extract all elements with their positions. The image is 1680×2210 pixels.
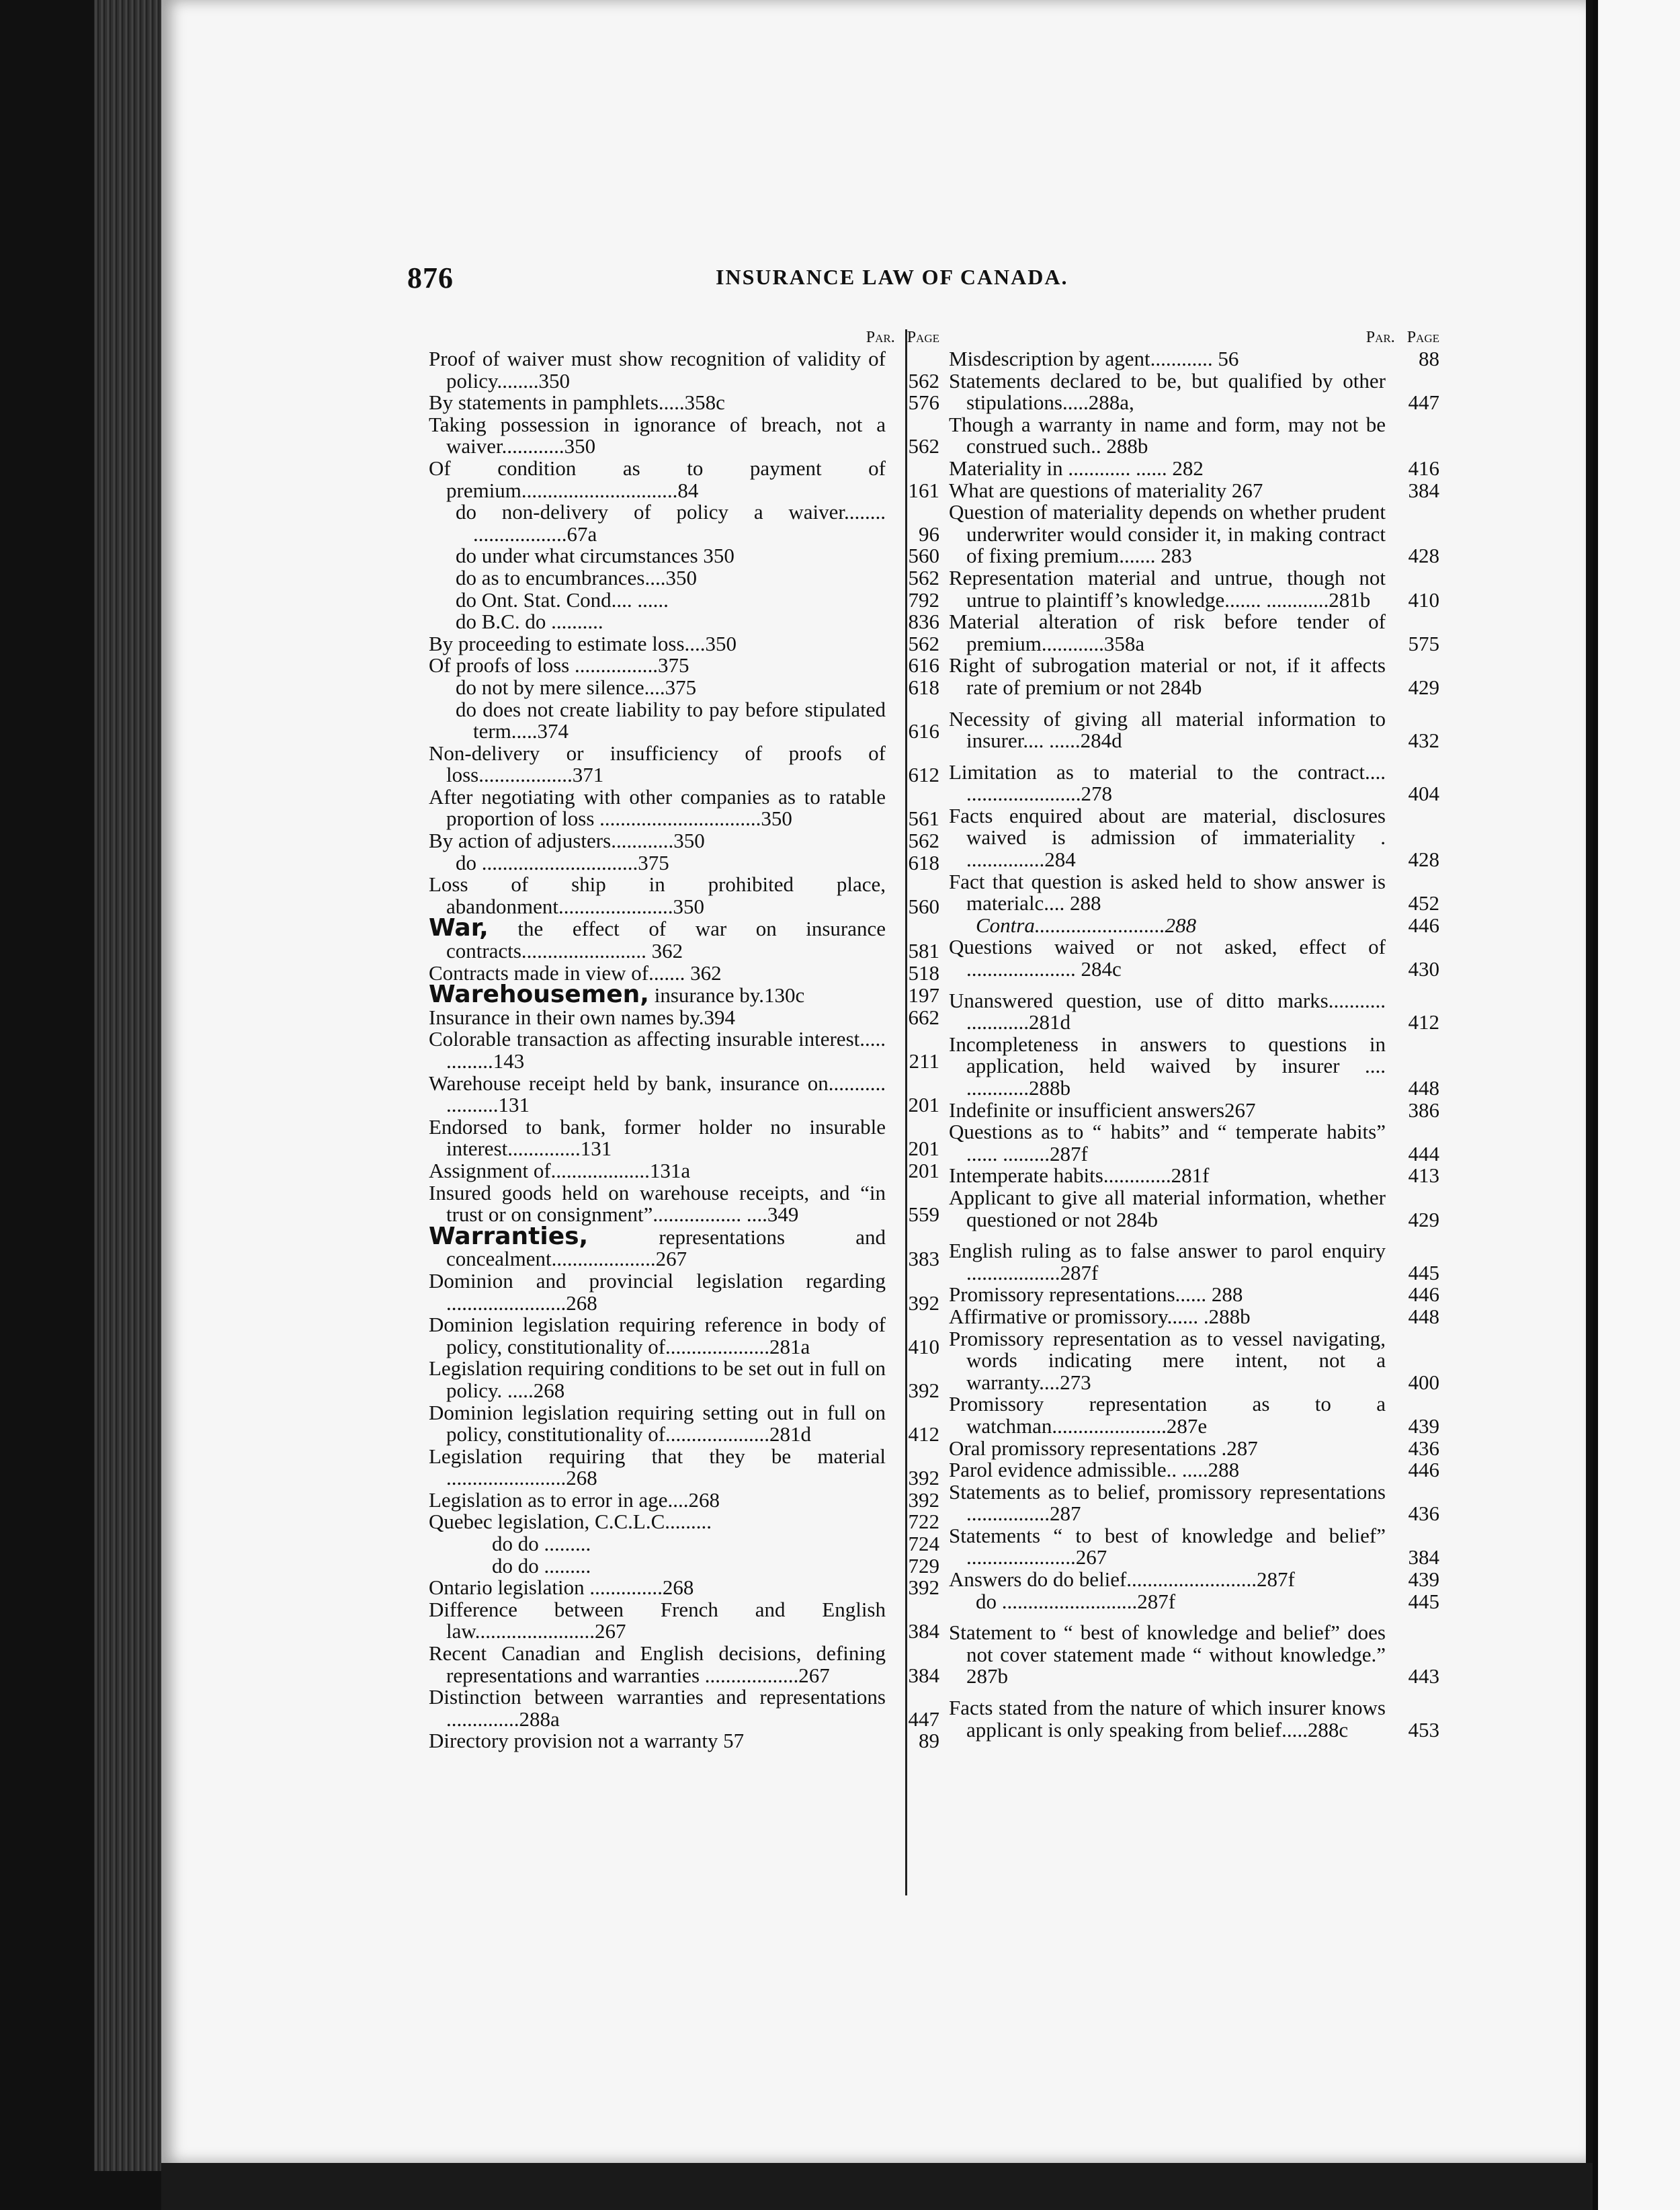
index-entry [949, 708, 1439, 752]
entry-text: Proof of waiver must show recognition of validity of policy........350 [429, 347, 886, 393]
entry-text: do ..........................287f [976, 1589, 1176, 1613]
entry-text: By proceeding to estimate loss....350 [429, 631, 737, 655]
index-entry [429, 348, 939, 392]
entry-text: Intemperate habits.............281f [949, 1163, 1210, 1188]
index-entry [949, 936, 1439, 980]
entry-page-ref: 439 [1408, 1414, 1439, 1438]
entry-text: Legislation requiring that they be material .......................268 [429, 1444, 886, 1490]
entry-page-ref: 446 [1408, 1282, 1439, 1307]
entry-text: do does not create liability to pay before stipulated term.....374 [456, 697, 886, 743]
index-entry [429, 1686, 939, 1730]
index-entry [429, 392, 939, 414]
index-entry [949, 1165, 1439, 1187]
entry-text: do not by mere silence....375 [456, 675, 697, 699]
entry-text: Promissory representation as to vessel navigating, words indicating mere intent, not a warranty....273 [949, 1326, 1386, 1394]
entry-page-ref: 445 [1408, 1589, 1439, 1613]
page-heading: Page [1406, 329, 1439, 346]
entry-text: do B.C. do .......... [456, 610, 603, 634]
entry-text: By statements in pamphlets.....358c [429, 391, 725, 415]
entry-text: Facts stated from the nature of which insurer knows applicant is only speaking from belief.....288c [949, 1696, 1386, 1742]
index-entry [429, 1511, 939, 1533]
entry-page-ref: 447 [908, 1707, 939, 1731]
index-entry [429, 1358, 939, 1401]
entry-text: Insurance in their own names by.394 [429, 1005, 735, 1029]
entry-text: Warehouse receipt held by bank, insurance on........... ..........131 [429, 1071, 886, 1117]
index-entry [949, 762, 1439, 805]
entry-page-ref: 201 [908, 1158, 939, 1182]
entry-page-ref: 392 [908, 1487, 939, 1512]
entry-text: Facts enquired about are material, disclosures waived is admission of immateriality . ...............284 [949, 803, 1386, 872]
entry-page-ref: 612 [908, 763, 939, 787]
index-column-left [429, 327, 939, 1752]
entry-text: Colorable transaction as affecting insurable interest..... .........143 [429, 1027, 886, 1073]
entry-text: Unanswered question, use of ditto marks........... ............281d [949, 988, 1386, 1034]
index-entry [429, 743, 939, 786]
entry-text: Parol evidence admissible.. .....288 [949, 1458, 1240, 1482]
entry-page-ref: 448 [1408, 1304, 1439, 1328]
index-entries [949, 348, 1439, 1741]
entry-text: Quebec legislation, C.C.L.C......... [429, 1510, 712, 1534]
entry-page-ref: 384 [908, 1619, 939, 1643]
index-entry [949, 348, 1439, 370]
entry-page-ref: 88 [1419, 347, 1439, 370]
entry-text: Applicant to give all material information, whether questioned or not 284b [949, 1185, 1386, 1231]
index-entry [429, 1314, 939, 1358]
index-entry [949, 567, 1439, 611]
entry-page-ref: 89 [919, 1729, 939, 1753]
entry-page-ref: 560 [908, 544, 939, 568]
entry-page-ref: 197 [908, 983, 939, 1008]
entry-text: Limitation as to material to the contract.... ......................278 [949, 760, 1386, 806]
entry-page-ref: 562 [908, 368, 939, 393]
entry-page-ref: 559 [908, 1202, 939, 1227]
entry-page-ref: 436 [1408, 1502, 1439, 1526]
entry-page-ref: 446 [1408, 913, 1439, 937]
scan-bottom-edge [161, 2163, 1593, 2210]
index-entry [949, 1481, 1439, 1525]
index-entry [949, 990, 1439, 1034]
entry-page-ref: 386 [1408, 1098, 1439, 1122]
index-entry [949, 1591, 1439, 1613]
page-number: 876 [407, 261, 454, 294]
entry-page-ref: 562 [908, 434, 939, 458]
entry-text: Indefinite or insufficient answers267 [949, 1098, 1256, 1122]
entry-page-ref: 429 [1408, 1207, 1439, 1231]
index-entry [949, 805, 1439, 871]
entry-text: do non-delivery of policy a waiver........ ..................67a [456, 500, 886, 546]
entry-page-ref: 562 [908, 565, 939, 589]
entry-text: Questions as to “ habits” and “ temperate habits” ...... .........287f [949, 1120, 1386, 1165]
index-column-right [949, 327, 1439, 1741]
index-entry [949, 1328, 1439, 1394]
entry-page-ref: 392 [908, 1378, 939, 1402]
entry-text: By action of adjusters............350 [429, 829, 705, 853]
entry-page-ref: 618 [908, 675, 939, 699]
entry-text: Though a warranty in name and form, may not be construed such.. 288b [949, 412, 1386, 458]
index-entries [429, 348, 939, 1752]
entry-text: do Ont. Stat. Cond.... ...... [456, 587, 669, 612]
entry-text: Dominion legislation requiring setting out in full on policy, constitutionality of....................281d [429, 1400, 886, 1446]
index-entry [949, 1525, 1439, 1569]
entry-page-ref: 576 [908, 391, 939, 415]
index-entry [429, 589, 939, 612]
entry-text: Materiality in ............ ...... 282 [949, 456, 1204, 480]
index-entry [949, 458, 1439, 480]
index-entry [949, 1569, 1439, 1591]
index-entry [429, 611, 939, 633]
entry-text: Affirmative or promissory...... .288b [949, 1304, 1251, 1328]
entry-page-ref: 618 [908, 850, 939, 874]
index-entry [429, 1073, 939, 1116]
entry-text: do do ......... [492, 1553, 591, 1578]
running-head: INSURANCE LAW OF CANADA. [716, 265, 1068, 289]
index-entry [429, 1182, 939, 1226]
entry-text: After negotiating with other companies as to ratable proportion of loss ...............................350 [429, 784, 886, 831]
entry-text: Endorsed to bank, former holder no insurable interest..............131 [429, 1114, 886, 1161]
entry-page-ref: 384 [908, 1663, 939, 1687]
entry-text: Contracts made in view of....... 362 [429, 960, 722, 985]
entry-text: Dominion legislation requiring reference in body of policy, constitutionality of....................281a [429, 1313, 886, 1358]
entry-page-ref: 836 [908, 610, 939, 634]
entry-text: Incompleteness in answers to questions in application, held waived by insurer .... ............288b [949, 1032, 1386, 1100]
index-entry [429, 1533, 939, 1555]
entry-text: Right of subrogation material or not, if it affects rate of premium or not 284b [949, 653, 1386, 699]
entry-page-ref: 211 [909, 1049, 939, 1073]
entry-page-ref: 392 [908, 1466, 939, 1490]
index-entry [429, 567, 939, 589]
entry-page-ref: 384 [1408, 1545, 1439, 1569]
entry-text: do do ......... [492, 1532, 591, 1556]
entry-text: Question of materiality depends on whether prudent underwriter would consider it, in making contract of fixing premium....... 283 [949, 500, 1386, 568]
entry-text: Difference between French and English law.......................267 [429, 1597, 886, 1643]
entry-text: Oral promissory representations .287 [949, 1436, 1258, 1460]
column-divider [905, 329, 907, 1895]
index-entry [949, 480, 1439, 502]
entry-page-ref: 383 [908, 1247, 939, 1271]
entry-text: Assignment of...................131a [429, 1158, 691, 1182]
index-heading: War, [429, 914, 489, 942]
entry-text: do as to encumbrances....350 [456, 565, 697, 589]
entry-text: Promissory representation as to a watchman......................287e [949, 1392, 1386, 1438]
entry-page-ref: 445 [1408, 1260, 1439, 1284]
index-entry [429, 1270, 939, 1314]
index-entry [429, 414, 939, 458]
entry-text: Fact that question is asked held to show answer is materialc.... 288 [949, 869, 1386, 915]
book-page-edge [94, 0, 168, 2171]
index-entry [949, 1459, 1439, 1481]
index-entry [949, 1187, 1439, 1231]
index-entry [949, 1121, 1439, 1165]
entry-text: Answers do do belief.........................287f [949, 1567, 1295, 1592]
index-entry [429, 981, 939, 1009]
index-entry [949, 501, 1439, 567]
index-entry [429, 655, 939, 677]
entry-page-ref: 562 [908, 829, 939, 853]
entry-page-ref: 410 [1408, 587, 1439, 612]
index-entry [429, 1160, 939, 1182]
entry-page-ref: 447 [1408, 391, 1439, 415]
index-entry [429, 786, 939, 830]
entry-text: Loss of ship in prohibited place, abandonment......................350 [429, 872, 886, 918]
entry-page-ref: 722 [908, 1510, 939, 1534]
index-entry [429, 1446, 939, 1489]
entry-page-ref: 443 [1408, 1664, 1439, 1688]
entry-page-ref: 416 [1408, 456, 1439, 480]
index-entry [949, 1240, 1439, 1284]
entry-text: representations and concealment....................267 [446, 1225, 886, 1271]
entry-text: do ..............................375 [456, 850, 669, 874]
entry-text: Material alteration of risk before tender of premium............358a [949, 610, 1386, 655]
entry-text: Of proofs of loss ................375 [429, 653, 689, 678]
entry-page-ref: 562 [908, 631, 939, 655]
index-entry [429, 914, 939, 963]
entry-text: insurance by.130c [654, 983, 805, 1008]
index-entry [949, 1438, 1439, 1460]
index-entry [949, 1284, 1439, 1306]
entry-page-ref: 581 [908, 939, 939, 963]
entry-page-ref: 560 [908, 894, 939, 918]
entry-page-ref: 616 [908, 719, 939, 743]
index-entry [949, 611, 1439, 655]
entry-page-ref: 392 [908, 1575, 939, 1600]
index-entry [949, 1393, 1439, 1437]
entry-page-ref: 428 [1408, 544, 1439, 568]
entry-text: Legislation requiring conditions to be set out in full on policy. .....268 [429, 1356, 886, 1402]
index-entry [429, 1730, 939, 1752]
entry-text: Non-delivery or insufficiency of proofs of loss..................371 [429, 741, 886, 787]
entry-page-ref: 161 [908, 478, 939, 502]
entry-page-ref: 518 [908, 960, 939, 985]
entry-text: Representation material and untrue, though not untrue to plaintiff’s knowledge....... ............281b [949, 565, 1386, 612]
entry-text: Statement to “ best of knowledge and belief” does not cover statement made “ without knowledge.” 287b [949, 1621, 1386, 1688]
entry-page-ref: 400 [1408, 1370, 1439, 1394]
index-entry [949, 414, 1439, 458]
entry-page-ref: 384 [1408, 478, 1439, 502]
index-entry [429, 1222, 939, 1271]
entry-page-ref: 453 [1408, 1717, 1439, 1742]
index-heading: Warranties, [429, 1222, 589, 1250]
entry-page-ref: 662 [908, 1005, 939, 1029]
entry-page-ref: 616 [908, 653, 939, 678]
index-entry [949, 871, 1439, 915]
entry-page-ref: 410 [908, 1334, 939, 1358]
index-entry [429, 699, 939, 743]
par-heading: Par. [1366, 329, 1395, 346]
entry-text: Legislation as to error in age....268 [429, 1487, 720, 1512]
index-entry [429, 874, 939, 917]
entry-page-ref: 392 [908, 1291, 939, 1315]
entry-text: Recent Canadian and English decisions, defining representations and warranties ..................267 [429, 1641, 886, 1687]
entry-page-ref: 561 [908, 807, 939, 831]
index-entry [429, 458, 939, 501]
index-entry [429, 1577, 939, 1599]
entry-page-ref: 436 [1408, 1436, 1439, 1460]
entry-page-ref: 428 [1408, 848, 1439, 872]
index-entry [949, 915, 1439, 937]
entry-text: Questions waived or not asked, effect of ..................... 284c [949, 935, 1386, 981]
entry-page-ref: 575 [1408, 631, 1439, 655]
index-entry [429, 852, 939, 874]
entry-text: Necessity of giving all material information to insurer.... ......284d [949, 706, 1386, 753]
entry-page-ref: 432 [1408, 729, 1439, 753]
entry-text: Contra.........................288 [976, 913, 1197, 937]
entry-text: Statements declared to be, but qualified by other stipulations.....288a, [949, 368, 1386, 415]
entry-text: Ontario legislation ..............268 [429, 1575, 694, 1600]
index-entry [429, 1028, 939, 1072]
index-entry [429, 501, 939, 545]
page-heading: Page [907, 329, 939, 346]
facing-page [1593, 0, 1680, 2210]
entry-page-ref: 412 [908, 1422, 939, 1446]
entry-page-ref: 446 [1408, 1458, 1439, 1482]
column-header [949, 327, 1439, 348]
entry-text: Dominion and provincial legislation regarding .......................268 [429, 1268, 886, 1315]
entry-page-ref: 452 [1408, 891, 1439, 915]
entry-text: the effect of war on insurance contracts........................ 362 [446, 917, 886, 963]
entry-page-ref: 404 [1408, 782, 1439, 806]
index-entry [429, 1599, 939, 1643]
index-entry [949, 1622, 1439, 1688]
index-entry [429, 1402, 939, 1446]
index-entry [429, 545, 939, 567]
entry-text: Statements “ to best of knowledge and belief” .....................267 [949, 1523, 1386, 1569]
index-entry [429, 1116, 939, 1160]
index-entry [429, 1489, 939, 1512]
index-entry [949, 1306, 1439, 1328]
index-entry [429, 1007, 939, 1029]
index-entry [949, 1100, 1439, 1122]
entry-page-ref: 201 [908, 1137, 939, 1161]
entry-text: Of condition as to payment of premium..............................84 [429, 456, 886, 502]
entry-page-ref: 413 [1408, 1163, 1439, 1188]
index-entry [949, 1697, 1439, 1741]
column-header [429, 327, 939, 348]
entry-text: Insured goods held on warehouse receipts, and “in trust or on consignment”................. ....349 [429, 1180, 886, 1227]
index-heading: Warehousemen, [429, 981, 649, 1009]
entry-text: What are questions of materiality 267 [949, 478, 1263, 502]
entry-text: English ruling as to false answer to parol enquiry ..................287f [949, 1239, 1386, 1284]
index-entry [429, 677, 939, 699]
index-entry [429, 633, 939, 655]
entry-page-ref: 430 [1408, 957, 1439, 981]
entry-text: do under what circumstances 350 [456, 544, 734, 568]
entry-page-ref: 429 [1408, 675, 1439, 699]
entry-page-ref: 201 [908, 1093, 939, 1117]
entry-text: Promissory representations...... 288 [949, 1282, 1243, 1307]
entry-page-ref: 792 [908, 587, 939, 612]
entry-page-ref: 729 [908, 1553, 939, 1578]
entry-page-ref: 724 [908, 1532, 939, 1556]
entry-page-ref: 444 [1408, 1141, 1439, 1165]
entry-page-ref: 439 [1408, 1567, 1439, 1592]
par-heading: Par. [866, 329, 895, 346]
entry-page-ref: 96 [919, 522, 939, 546]
entry-text: Distinction between warranties and representations ..............288a [429, 1685, 886, 1731]
index-entry [429, 830, 939, 852]
index-entry [429, 1643, 939, 1686]
entry-page-ref: 412 [1408, 1010, 1439, 1034]
entry-text: Statements as to belief, promissory representations ................287 [949, 1479, 1386, 1526]
entry-text: Directory provision not a warranty 57 [429, 1729, 745, 1753]
index-entry [949, 655, 1439, 698]
entry-text: Misdescription by agent............ 56 [949, 347, 1239, 370]
index-entry [949, 370, 1439, 414]
index-entry [949, 1034, 1439, 1100]
entry-text: Taking possession in ignorance of breach, not a waiver............350 [429, 412, 886, 458]
index-entry [429, 1555, 939, 1578]
entry-page-ref: 448 [1408, 1076, 1439, 1100]
